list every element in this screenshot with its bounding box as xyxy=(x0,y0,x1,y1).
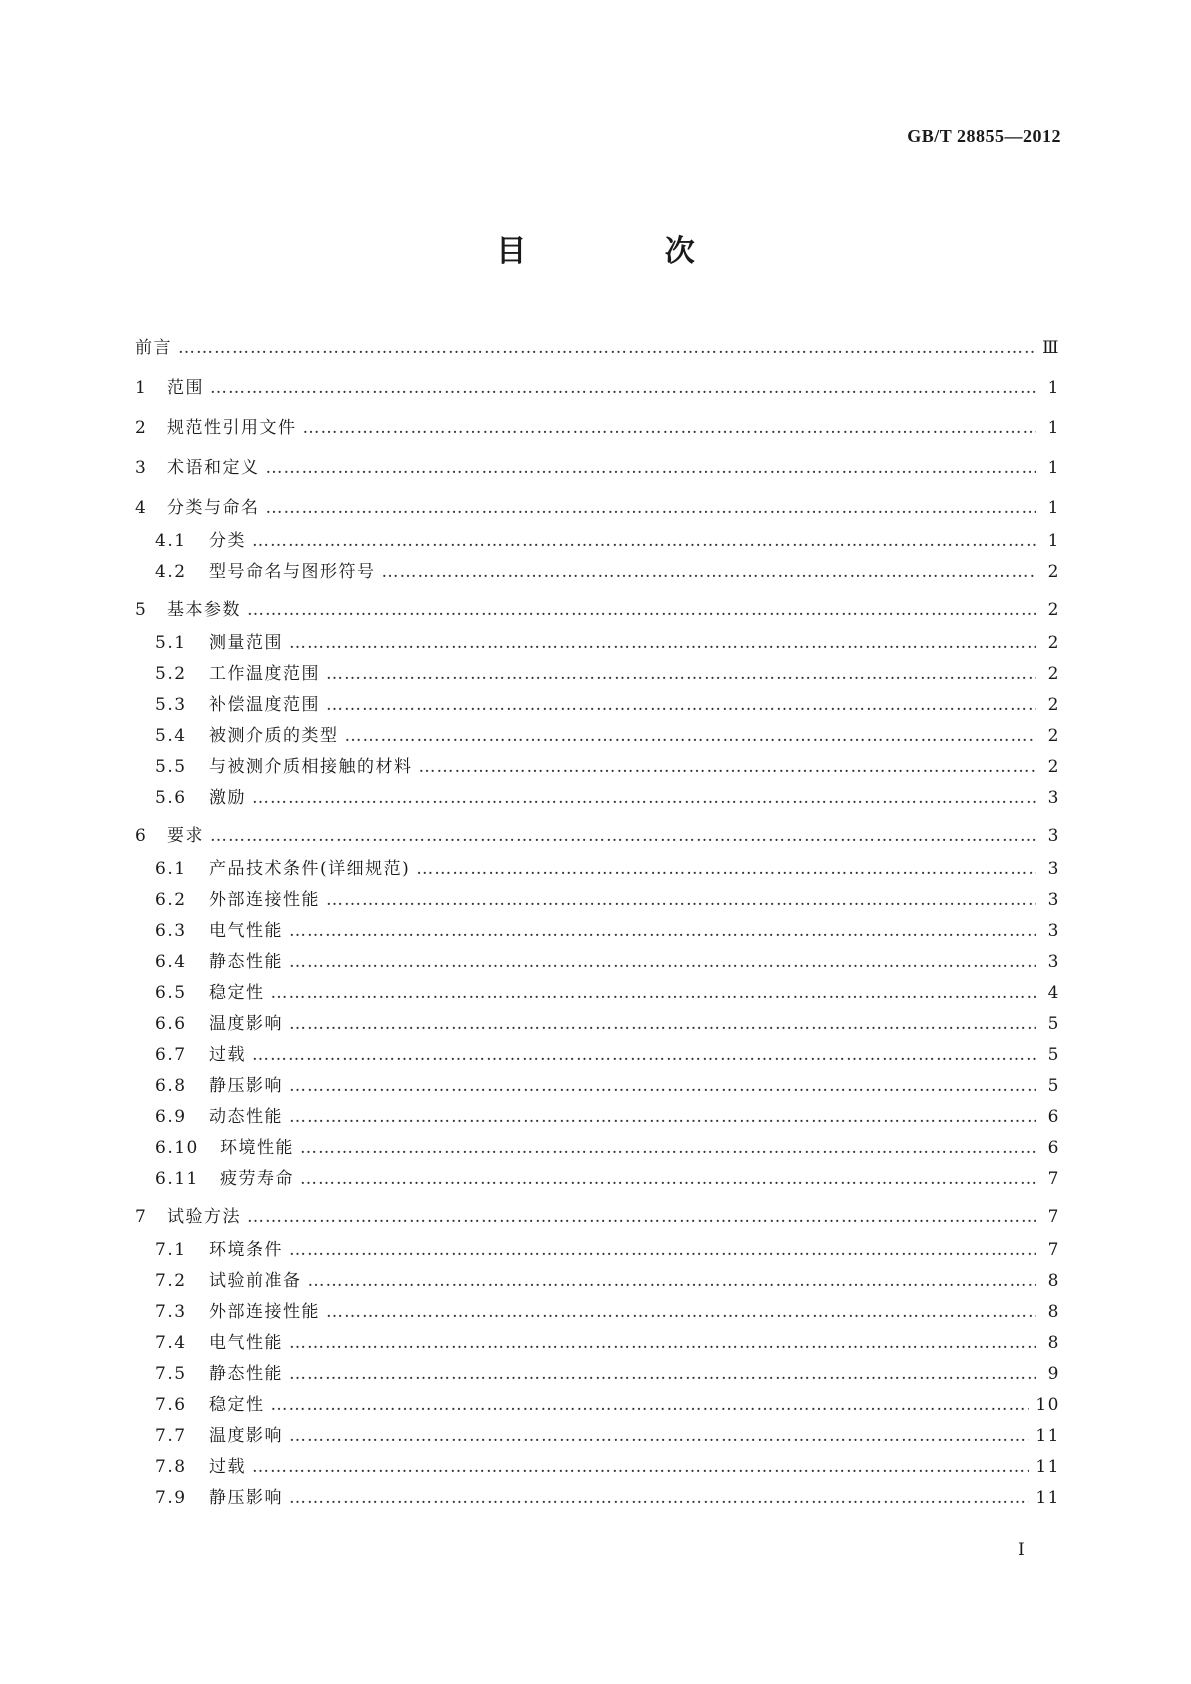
toc-leader-dots xyxy=(419,752,1037,783)
toc-leader-dots xyxy=(252,526,1036,557)
toc-leader-dots xyxy=(289,628,1036,659)
toc-entry-number: 4.1 xyxy=(155,531,187,551)
toc-entry-number: 6.1 xyxy=(155,859,187,879)
toc-entry-page: 5 xyxy=(1047,1045,1060,1065)
toc-leader-dots xyxy=(266,450,1037,486)
toc-entry-number: 7.2 xyxy=(155,1271,187,1291)
toc-entry-label: 分类与命名 xyxy=(167,498,260,518)
toc-entry-number: 1 xyxy=(135,378,148,398)
toc-entry[interactable] xyxy=(135,659,1060,690)
toc-entry-page: 2 xyxy=(1047,600,1060,620)
toc-entry[interactable] xyxy=(135,1164,1060,1195)
toc-entry-number: 6.3 xyxy=(155,921,187,941)
toc-entry-number: 7.4 xyxy=(155,1333,187,1353)
toc-entry-label: 静态性能 xyxy=(209,1364,283,1384)
toc-entry-page: 3 xyxy=(1047,890,1060,910)
toc-leader-dots xyxy=(289,1359,1036,1390)
toc-leader-dots xyxy=(289,1009,1036,1040)
toc-entry-page: 5 xyxy=(1047,1076,1060,1096)
toc-leader-dots xyxy=(326,885,1036,916)
toc-entry-number: 6.6 xyxy=(155,1014,187,1034)
toc-leader-dots xyxy=(289,1483,1029,1514)
toc-entry-page: 11 xyxy=(1035,1457,1060,1477)
toc-entry[interactable] xyxy=(135,1390,1060,1421)
toc-entry-number: 5.4 xyxy=(155,726,187,746)
toc-entry-label: 外部连接性能 xyxy=(209,1302,320,1322)
toc-entry-number: 5 xyxy=(135,600,148,620)
toc-leader-dots xyxy=(289,1071,1036,1102)
toc-entry-number: 6.5 xyxy=(155,983,187,1003)
toc-leader-dots xyxy=(289,916,1036,947)
toc-entry[interactable] xyxy=(135,978,1060,1009)
toc-entry-label: 电气性能 xyxy=(209,921,283,941)
toc-entry-label: 环境性能 xyxy=(220,1138,294,1158)
toc-entry-label: 温度影响 xyxy=(209,1426,283,1446)
toc-entry[interactable] xyxy=(135,628,1060,659)
toc-entry-number: 7.3 xyxy=(155,1302,187,1322)
toc-entry-label: 基本参数 xyxy=(167,600,241,620)
toc-entry[interactable] xyxy=(135,916,1060,947)
toc-entry[interactable] xyxy=(135,330,1060,366)
toc-entry-number: 6 xyxy=(135,826,148,846)
toc-entry-label: 型号命名与图形符号 xyxy=(209,562,376,582)
toc-entry[interactable] xyxy=(135,1009,1060,1040)
toc-entry-number: 7.7 xyxy=(155,1426,187,1446)
toc-entry[interactable] xyxy=(135,450,1060,486)
toc-entry-label: 外部连接性能 xyxy=(209,890,320,910)
toc-entry-page: 11 xyxy=(1035,1426,1060,1446)
toc-entry-label: 疲劳寿命 xyxy=(220,1169,294,1189)
toc-entry-label: 被测介质的类型 xyxy=(209,726,339,746)
toc-leader-dots xyxy=(308,1266,1037,1297)
toc-leader-dots xyxy=(252,1040,1036,1071)
toc-entry-number: 6.2 xyxy=(155,890,187,910)
toc-entry-number: 5.1 xyxy=(155,633,187,653)
toc-entry-page: 7 xyxy=(1047,1207,1060,1227)
toc-entry-page: 11 xyxy=(1035,1488,1060,1508)
toc-entry-number: 5.2 xyxy=(155,664,187,684)
toc-leader-dots xyxy=(289,1235,1036,1266)
toc-entry-label: 与被测介质相接触的材料 xyxy=(209,757,413,777)
toc-leader-dots xyxy=(271,978,1037,1009)
toc-entry[interactable] xyxy=(135,1359,1060,1390)
toc-entry-page: 2 xyxy=(1047,757,1060,777)
toc-leader-dots xyxy=(289,1328,1036,1359)
toc-leader-dots xyxy=(247,1199,1036,1235)
toc-leader-dots xyxy=(289,1421,1029,1452)
toc-entry-label: 过载 xyxy=(209,1045,246,1065)
toc-entry-page: 8 xyxy=(1047,1333,1060,1353)
toc-entry[interactable] xyxy=(135,1328,1060,1359)
toc-entry-label: 产品技术条件(详细规范) xyxy=(209,859,411,879)
table-of-contents xyxy=(135,330,1060,1514)
toc-entry[interactable] xyxy=(135,410,1060,446)
toc-entry-label: 测量范围 xyxy=(209,633,283,653)
toc-entry[interactable] xyxy=(135,1452,1060,1483)
toc-entry[interactable] xyxy=(135,557,1060,588)
toc-entry[interactable] xyxy=(135,1199,1060,1235)
toc-entry-label: 范围 xyxy=(167,378,204,398)
toc-entry-page: 5 xyxy=(1047,1014,1060,1034)
toc-entry-page: 2 xyxy=(1047,726,1060,746)
toc-entry[interactable] xyxy=(135,752,1060,783)
toc-entry-page: 1 xyxy=(1047,378,1060,398)
toc-entry[interactable] xyxy=(135,885,1060,916)
toc-entry[interactable] xyxy=(135,370,1060,406)
toc-entry-page: Ⅲ xyxy=(1042,338,1060,358)
toc-leader-dots xyxy=(300,1133,1036,1164)
toc-entry[interactable] xyxy=(135,1297,1060,1328)
toc-entry-label: 电气性能 xyxy=(209,1333,283,1353)
toc-entry-number: 7.8 xyxy=(155,1457,187,1477)
toc-leader-dots xyxy=(326,690,1036,721)
toc-entry-label: 规范性引用文件 xyxy=(167,418,297,438)
toc-entry-number: 7.5 xyxy=(155,1364,187,1384)
toc-entry-page: 1 xyxy=(1047,418,1060,438)
toc-entry[interactable] xyxy=(135,1421,1060,1452)
toc-entry-label: 稳定性 xyxy=(209,983,265,1003)
toc-entry-label: 分类 xyxy=(209,531,246,551)
toc-leader-dots xyxy=(252,1452,1029,1483)
toc-entry-number: 4.2 xyxy=(155,562,187,582)
toc-entry[interactable] xyxy=(135,721,1060,752)
toc-entry-number: 5.6 xyxy=(155,788,187,808)
toc-entry-number: 7.9 xyxy=(155,1488,187,1508)
toc-leader-dots xyxy=(210,818,1036,854)
toc-entry-number: 6.7 xyxy=(155,1045,187,1065)
toc-entry-page: 8 xyxy=(1047,1302,1060,1322)
toc-entry[interactable] xyxy=(135,526,1060,557)
toc-entry-page: 9 xyxy=(1047,1364,1060,1384)
toc-leader-dots xyxy=(289,1102,1036,1133)
toc-entry[interactable] xyxy=(135,592,1060,628)
toc-entry-page: 3 xyxy=(1047,952,1060,972)
toc-entry-label: 温度影响 xyxy=(209,1014,283,1034)
toc-entry-page: 6 xyxy=(1047,1107,1060,1127)
toc-entry-page: 7 xyxy=(1047,1240,1060,1260)
page-number: I xyxy=(1018,1540,1025,1560)
toc-entry-label: 工作温度范围 xyxy=(209,664,320,684)
toc-entry-label: 术语和定义 xyxy=(167,458,260,478)
toc-entry-page: 6 xyxy=(1047,1138,1060,1158)
toc-entry-number: 6.4 xyxy=(155,952,187,972)
toc-entry[interactable] xyxy=(135,1133,1060,1164)
toc-entry-label: 静压影响 xyxy=(209,1076,283,1096)
toc-entry-number: 6.8 xyxy=(155,1076,187,1096)
toc-entry-number: 2 xyxy=(135,418,148,438)
toc-entry-label: 过载 xyxy=(209,1457,246,1477)
toc-leader-dots xyxy=(300,1164,1036,1195)
toc-leader-dots xyxy=(210,370,1036,406)
toc-entry-number: 6.9 xyxy=(155,1107,187,1127)
toc-entry[interactable] xyxy=(135,1483,1060,1514)
toc-entry-number: 5.5 xyxy=(155,757,187,777)
toc-entry[interactable] xyxy=(135,1040,1060,1071)
toc-leader-dots xyxy=(271,1390,1030,1421)
toc-entry-page: 2 xyxy=(1047,562,1060,582)
toc-entry-number: 5.3 xyxy=(155,695,187,715)
toc-entry-number: 3 xyxy=(135,458,148,478)
toc-entry[interactable] xyxy=(135,490,1060,526)
toc-leader-dots xyxy=(289,947,1036,978)
toc-entry-label: 前言 xyxy=(135,338,172,358)
toc-leader-dots xyxy=(266,490,1037,526)
toc-leader-dots xyxy=(326,659,1036,690)
toc-entry-page: 3 xyxy=(1047,921,1060,941)
toc-entry[interactable] xyxy=(135,1102,1060,1133)
toc-entry[interactable] xyxy=(135,947,1060,978)
toc-entry-page: 1 xyxy=(1047,498,1060,518)
toc-leader-dots xyxy=(247,592,1036,628)
toc-entry-label: 稳定性 xyxy=(209,1395,265,1415)
toc-entry-page: 1 xyxy=(1047,531,1060,551)
toc-entry-label: 试验前准备 xyxy=(209,1271,302,1291)
toc-entry-label: 动态性能 xyxy=(209,1107,283,1127)
toc-entry-label: 环境条件 xyxy=(209,1240,283,1260)
toc-entry-page: 7 xyxy=(1047,1169,1060,1189)
toc-entry-label: 试验方法 xyxy=(167,1207,241,1227)
toc-entry-label: 补偿温度范围 xyxy=(209,695,320,715)
toc-entry-label: 激励 xyxy=(209,788,246,808)
toc-entry-number: 7 xyxy=(135,1207,148,1227)
toc-leader-dots xyxy=(252,783,1036,814)
toc-entry[interactable] xyxy=(135,1266,1060,1297)
page-title: 目 次 xyxy=(496,234,759,269)
toc-entry[interactable] xyxy=(135,818,1060,854)
toc-entry-page: 1 xyxy=(1047,458,1060,478)
toc-entry[interactable] xyxy=(135,1071,1060,1102)
toc-entry-page: 4 xyxy=(1047,983,1060,1003)
toc-entry-page: 3 xyxy=(1047,788,1060,808)
toc-entry-page: 3 xyxy=(1047,826,1060,846)
standard-code: GB/T 28855—2012 xyxy=(907,126,1061,146)
toc-entry-label: 静压影响 xyxy=(209,1488,283,1508)
toc-entry[interactable] xyxy=(135,783,1060,814)
toc-entry-label: 要求 xyxy=(167,826,204,846)
toc-entry[interactable] xyxy=(135,690,1060,721)
toc-leader-dots xyxy=(345,721,1037,752)
toc-entry[interactable] xyxy=(135,854,1060,885)
toc-entry-label: 静态性能 xyxy=(209,952,283,972)
toc-entry[interactable] xyxy=(135,1235,1060,1266)
toc-entry-page: 8 xyxy=(1047,1271,1060,1291)
toc-entry-number: 6.11 xyxy=(155,1169,199,1189)
toc-entry-page: 3 xyxy=(1047,859,1060,879)
toc-entry-page: 2 xyxy=(1047,633,1060,653)
toc-entry-number: 7.6 xyxy=(155,1395,187,1415)
toc-entry-page: 2 xyxy=(1047,664,1060,684)
toc-entry-number: 4 xyxy=(135,498,148,518)
toc-leader-dots xyxy=(303,410,1037,446)
toc-entry-number: 6.10 xyxy=(155,1138,199,1158)
toc-entry-number: 7.1 xyxy=(155,1240,187,1260)
toc-leader-dots xyxy=(326,1297,1036,1328)
toc-leader-dots xyxy=(178,330,1036,366)
toc-entry-page: 2 xyxy=(1047,695,1060,715)
toc-leader-dots xyxy=(382,557,1037,588)
toc-entry-page: 10 xyxy=(1035,1395,1060,1415)
toc-leader-dots xyxy=(416,854,1036,885)
